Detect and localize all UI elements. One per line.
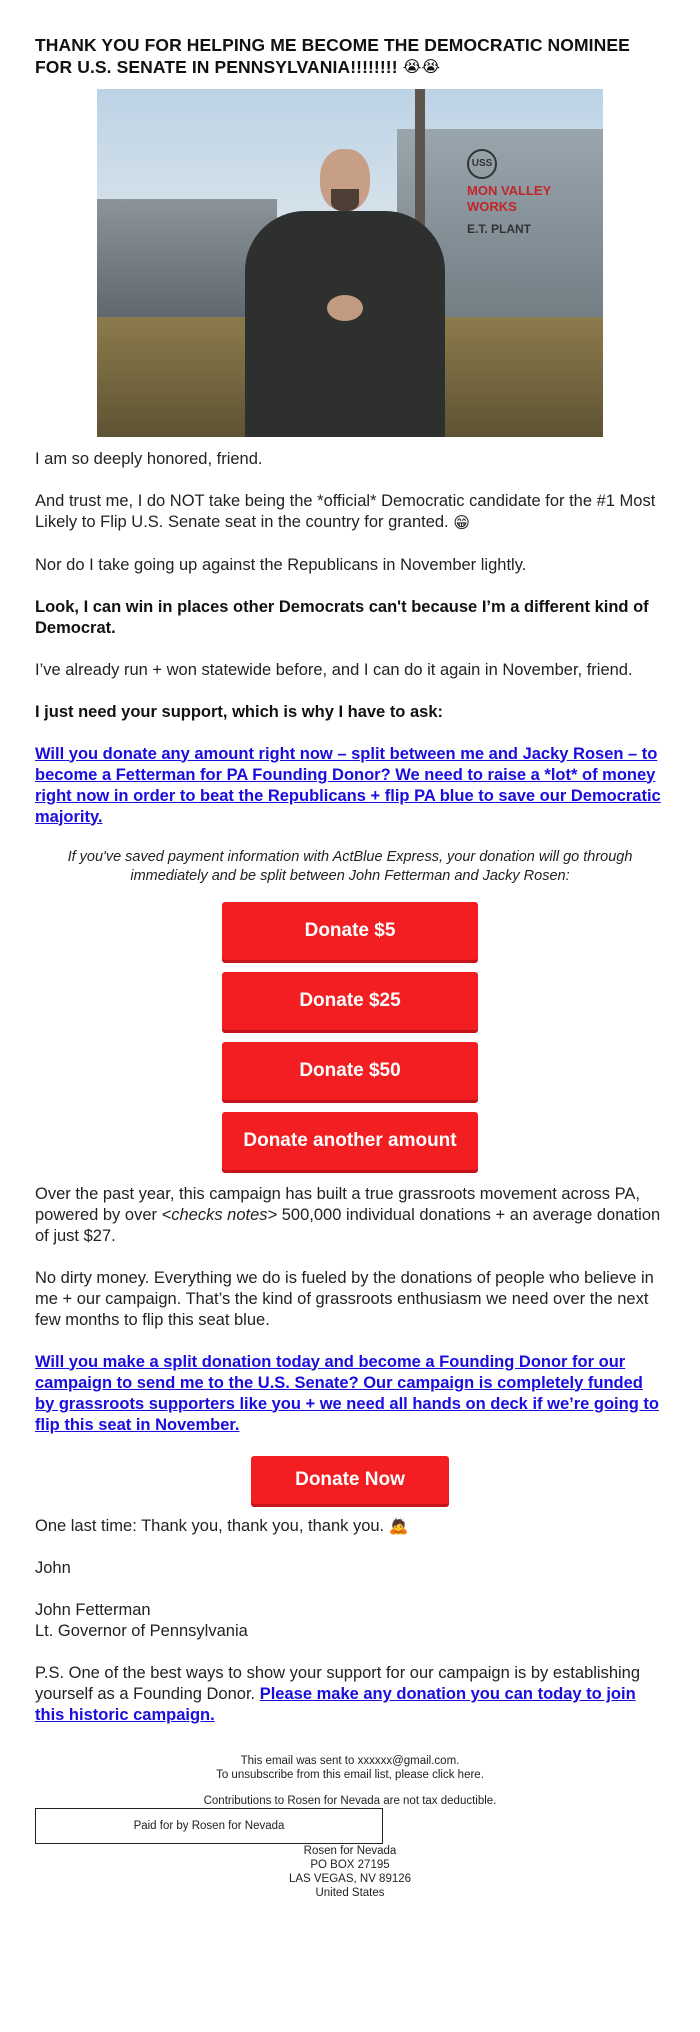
email-heading: THANK YOU FOR HELPING ME BECOME THE DEMOCRATIC NOMINEE FOR U.S. SENATE IN PENNSYLVANIA!!!!!!!! 😭😭 (35, 34, 665, 79)
paragraph-grassroots: Over the past year, this campaign has built a true grassroots movement across PA, powered by over <checks notes> 500,000 individual donations + an average donation of just $27. (35, 1184, 661, 1245)
postscript-donate-link[interactable]: Please make any donation you can today to join this historic campaign. (35, 1684, 636, 1724)
email-body (35, 0, 665, 1900)
paid-for-box: Paid for by Rosen for Nevada (35, 1808, 383, 1844)
sent-to-notice: This email was sent to xxxxxx@gmail.com. (240, 1754, 460, 1767)
founding-donor-link[interactable]: Will you donate any amount right now – split between me and Jacky Rosen – to become a Fetterman for PA Founding Donor? We need to raise a *lot* of money right now in order to beat the Republicans + flip PA blue to save our Democratic majority. (35, 744, 661, 826)
signoff-full: John Fetterman Lt. Governor of Pennsylvania (35, 1600, 248, 1640)
donate-25-button[interactable]: Donate $25 (222, 972, 478, 1030)
donate-other-button[interactable]: Donate another amount (222, 1112, 478, 1170)
address-line-4: United States (315, 1886, 385, 1899)
bowing-person-icon: 🙇 (388, 1517, 409, 1535)
donate-50-button[interactable]: Donate $50 (222, 1042, 478, 1100)
signoff-first-name: John (35, 1558, 71, 1577)
donate-link-paragraph-1 (35, 744, 665, 828)
paragraph-ask: I just need your support, which is why I have to ask: (35, 702, 443, 721)
address-line-1: Rosen for Nevada (303, 1844, 397, 1857)
donate-now-button[interactable]: Donate Now (251, 1456, 449, 1504)
crying-face-icon: 😭😭 (402, 59, 441, 77)
paragraph-different-democrat: Look, I can win in places other Democrats can't because I’m a different kind of Democrat. (35, 597, 649, 637)
postscript: P.S. One of the best ways to show your support for our campaign is by establishing yourself as a Founding Donor. Please make any donation you can today to join this historic campaign. (35, 1663, 641, 1724)
split-donation-link[interactable]: Will you make a split donation today and become a Founding Donor for our campaign to send me to the U.S. Senate? Our campaign is completely funded by grassroots supporters like you + we need all hands on deck if we’re going to flip this seat in November. (35, 1352, 659, 1434)
paragraph-november: Nor do I take going up against the Republicans in November lightly. (35, 555, 527, 574)
email-footer (35, 1754, 665, 1900)
address-line-2: PO BOX 27195 (310, 1858, 390, 1871)
paragraph-honored: I am so deeply honored, friend. (35, 450, 263, 469)
grinning-face-icon: 😁 (453, 514, 470, 532)
actblue-note: If you've saved payment information with ActBlue Express, your donation will go through immediately and be split between John Fetterman and Jacky Rosen: (67, 848, 633, 884)
paragraph-thank-you: One last time: Thank you, thank you, thank you. 🙇 (35, 1516, 409, 1535)
paragraph-statewide: I’ve already run + won statewide before, and I can do it again in November, friend. (35, 660, 633, 679)
hero-photo (97, 89, 603, 437)
address-line-3: LAS VEGAS, NV 89126 (288, 1872, 412, 1885)
donate-5-button[interactable]: Donate $5 (222, 902, 478, 960)
unsubscribe-link[interactable]: To unsubscribe from this email list, please click here. (216, 1768, 484, 1781)
signature-block (35, 1516, 665, 1726)
paragraph-no-dirty-money: No dirty money. Everything we do is fueled by the donations of people who believe in me + our campaign. That’s the kind of grassroots enthusiasm we need over the next few months to flip this seat blue. (35, 1268, 654, 1329)
donate-link-paragraph-2 (35, 1352, 665, 1436)
paragraph-official: And trust me, I do NOT take being the *official* Democratic candidate for the #1 Most Likely to Flip U.S. Senate seat in the country for granted. 😁 (35, 492, 656, 532)
steel-plant-sign: USS MON VALLEY WORKS E.T. PLANT (467, 149, 577, 259)
tax-disclaimer: Contributions to Rosen for Nevada are not tax deductible. (203, 1794, 497, 1807)
candidate-figure (245, 149, 445, 437)
